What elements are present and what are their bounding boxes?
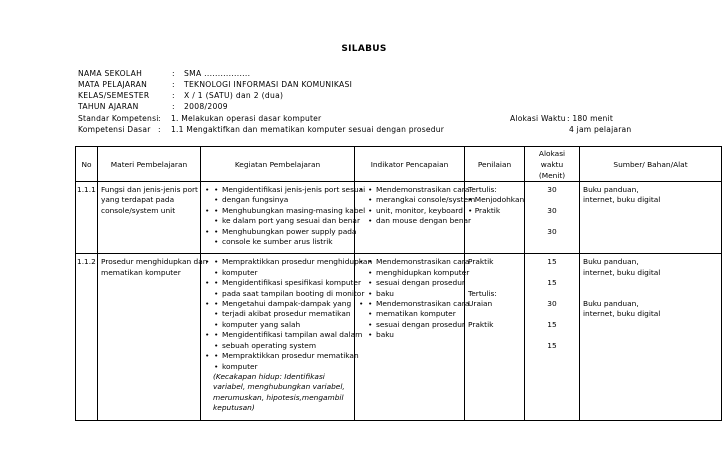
kegiatan-line: • • Mengidentifikasi jenis-jenis port sesuai [213, 185, 351, 195]
alokasi-value: : 180 menit [567, 114, 614, 123]
colon: : [158, 125, 161, 134]
table-row [76, 182, 722, 254]
kecakapan-line: merumuskan, hipotesis,mengambil [213, 392, 344, 402]
spacer [468, 278, 521, 288]
cell-materi [98, 182, 201, 254]
indikator-line: • • Mendemonstrasikan cara [367, 299, 461, 309]
alokasi-value: 15 [547, 319, 557, 329]
table-header-row [76, 147, 722, 182]
identity-label: TAHUN AJARAN [78, 102, 139, 111]
header-penilaian: Penilaian [465, 147, 525, 182]
kegiatan-line: • dengan fungsinya [213, 195, 351, 205]
kegiatan-line: • ke dalam port yang sesuai dan benar [213, 216, 351, 226]
indikator-line: • merangkai console/system [367, 195, 461, 205]
header-alokasi-line: Alokasi [538, 148, 566, 158]
identity-label: KELAS/SEMESTER [78, 91, 150, 100]
cell-sumber [580, 254, 722, 420]
penilaian-line: Praktik [468, 319, 494, 329]
standar-label: Standar Kompetensi [78, 114, 159, 123]
spacer [468, 309, 521, 319]
alokasi-value: 30 [547, 185, 557, 194]
alokasi-value: 30 [547, 299, 557, 309]
kegiatan-line: • • Mengidentifikasi spesifikasi komputer [213, 278, 351, 288]
kegiatan-line: • console ke sumber arus listrik [213, 237, 351, 247]
kegiatan-list [204, 257, 373, 371]
indikator-list [358, 257, 470, 340]
kegiatan-line: • komputer [213, 362, 351, 372]
kegiatan-line: • terjadi akibat prosedur mematikan [213, 309, 351, 319]
identity-label: NAMA SEKOLAH [78, 69, 143, 78]
indikator-line: • unit, monitor, keyboard [367, 206, 461, 216]
cell-alokasi [525, 254, 580, 420]
penilaian-line: Praktik [468, 257, 494, 267]
cell-materi [98, 254, 208, 420]
sumber-line: internet, buku digital [583, 309, 661, 319]
indikator-line: • sesuai dengan prosedur [367, 278, 461, 288]
identity-value: 2008/2009 [184, 102, 228, 111]
cell-sumber [580, 182, 722, 254]
header-no: No [76, 147, 98, 182]
colon: : [172, 91, 175, 100]
spacer [525, 195, 579, 205]
indikator-line: • • Mendemonstrasikan cara [367, 185, 461, 195]
row-number: 1.1.2 [77, 257, 96, 267]
penilaian-line: Tertulis: [468, 185, 497, 194]
indikator-list [358, 185, 476, 227]
penilaian-line: • Praktik [468, 205, 501, 215]
identity-value: SMA ................. [184, 69, 251, 78]
alokasi-value: 15 [547, 278, 557, 288]
kegiatan-line: • • Mempraktikkan prosedur mematikan [213, 351, 351, 361]
sumber-line: Buku panduan, [583, 299, 639, 309]
cell-no [76, 182, 98, 254]
indikator-item [358, 185, 476, 227]
row-number: 1.1.1 [77, 185, 96, 194]
page-title: SILABUS [341, 44, 387, 54]
identity-value: TEKNOLOGI INFORMASI DAN KOMUNIKASI [184, 80, 353, 89]
spacer [583, 278, 718, 288]
spacer [525, 330, 579, 340]
header-indikator: Indikator Pencapaian [355, 147, 465, 182]
kegiatan-item [204, 205, 366, 227]
kegiatan-line: • • Mengetahui dampak-dampak yang [213, 299, 351, 309]
kegiatan-list [204, 185, 366, 247]
kecakapan-line: variabel, menghubungkan variabel, [213, 382, 345, 392]
colon: : [158, 114, 161, 123]
cell-no [76, 254, 98, 420]
alokasi-label: Alokasi Waktu [510, 114, 566, 123]
kegiatan-item [204, 278, 365, 299]
kegiatan-line: • pada saat tampilan booting di monitor [213, 289, 351, 299]
kegiatan-line: • • Mengidentifikasi tampilan awal dalam [213, 330, 351, 340]
kegiatan-item [204, 351, 359, 372]
penilaian-line: • Menjodohkan [468, 195, 525, 205]
alokasi-value: 30 [547, 205, 557, 215]
header-alokasi-line: waktu [540, 159, 564, 169]
materi-line: yang terdapat pada [101, 195, 175, 205]
cell-indikator [355, 254, 470, 420]
header-sumber: Sumber/ Bahan/Alat [580, 147, 722, 182]
identity-value: X / 1 (SATU) dan 2 (dua) [184, 91, 284, 100]
kecakapan-note [204, 372, 351, 414]
indikator-line: • mematikan komputer [367, 309, 461, 319]
sumber-line: Buku panduan, [583, 257, 639, 267]
standar-kompetensi-row [78, 113, 728, 124]
kegiatan-line: • komputer [213, 268, 351, 278]
kecakapan-line: (Kecakapan hidup: Identifikasi [213, 371, 325, 381]
kegiatan-item [204, 330, 363, 351]
kompetensi-dasar-row [78, 124, 728, 135]
sumber-line: internet, buku digital [583, 195, 661, 205]
cell-alokasi [525, 182, 580, 254]
kegiatan-item [204, 257, 373, 278]
cell-penilaian [465, 182, 525, 254]
kegiatan-item [204, 299, 351, 330]
kegiatan-line: • • Menghubungkan masing-masing kabel [213, 206, 351, 216]
indikator-item [358, 299, 470, 341]
indikator-line: • baku [367, 289, 461, 299]
table-row [76, 254, 722, 420]
materi-line: Fungsi dan jenis-jenis port [101, 185, 198, 194]
indikator-line: • menghidupkan komputer [367, 268, 461, 278]
kompetensi-value: 1.1 Mengaktifkan dan mematikan komputer sesuai dengan prosedur [171, 125, 445, 134]
indikator-line: • baku [367, 330, 461, 340]
cell-kegiatan [201, 254, 373, 420]
kompetensi-extra: 4 jam pelajaran [569, 125, 632, 134]
header-alokasi-line: (Menit) [538, 170, 566, 180]
kegiatan-line: • • Menghubungkan power supply pada [213, 227, 351, 237]
materi-line: mematikan komputer [101, 267, 181, 277]
kegiatan-item [204, 226, 357, 248]
kompetensi-label: Kompetensi Dasar [78, 125, 151, 134]
kecakapan-line: keputusan) [213, 403, 255, 413]
colon: : [172, 80, 175, 89]
materi-line: console/system unit [101, 205, 176, 215]
spacer [525, 309, 579, 319]
alokasi-value: 15 [547, 340, 557, 350]
materi-line: Prosedur menghidupkan dan [101, 257, 208, 267]
header-alokasi [525, 147, 580, 182]
spacer [525, 268, 579, 278]
alokasi-value: 30 [547, 226, 557, 236]
header-materi: Materi Pembelajaran [98, 147, 201, 182]
colon: : [172, 102, 175, 111]
syllabus-table [75, 146, 722, 421]
identity-label: MATA PELAJARAN [78, 80, 148, 89]
indikator-line: • sesuai dengan prosedur [367, 320, 461, 330]
colon: : [172, 69, 175, 78]
header-kegiatan: Kegiatan Pembelajaran [201, 147, 355, 182]
kegiatan-line: • sebuah operating system [213, 341, 351, 351]
spacer [525, 216, 579, 226]
spacer [583, 289, 718, 299]
kegiatan-line: • komputer yang salah [213, 320, 351, 330]
cell-kegiatan [201, 182, 366, 254]
cell-indikator [355, 182, 476, 254]
indikator-item [358, 257, 470, 299]
cell-penilaian [465, 254, 525, 420]
standar-value: 1. Melakukan operasi dasar komputer [171, 114, 322, 123]
indikator-line: • • Mendemonstrasikan cara [367, 257, 461, 267]
sumber-line: internet, buku digital [583, 267, 661, 277]
kegiatan-item [204, 185, 366, 206]
spacer [468, 268, 521, 278]
sumber-line: Buku panduan, [583, 185, 639, 194]
alokasi-value: 15 [547, 257, 557, 267]
kegiatan-line: • • Mempraktikkan prosedur menghidupkan [213, 257, 351, 267]
indikator-line: • dan mouse dengan benar [367, 216, 461, 226]
penilaian-line: Uraian [468, 299, 493, 309]
penilaian-line: Tertulis: [468, 288, 497, 298]
spacer [525, 289, 579, 299]
